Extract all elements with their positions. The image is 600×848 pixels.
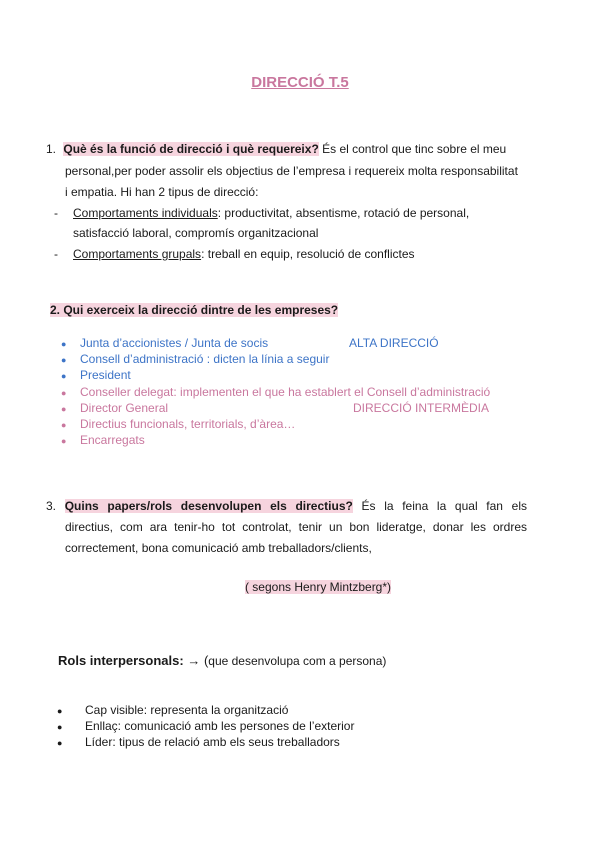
q2-bullet-2: ● <box>61 355 67 365</box>
rols-note: que desenvolupa com a persona) <box>208 654 387 668</box>
q2-item-3: President <box>80 368 131 382</box>
q2-bullet-4: ● <box>61 388 67 398</box>
q3-answer-start: És la feina la qual fan els <box>361 499 527 513</box>
q2-bullet-5: ● <box>61 404 67 414</box>
q3-source-text: ( segons Henry Mintzberg*) <box>244 580 392 594</box>
rols-item-3: Líder: tipus de relació amb els seus treballadors <box>85 735 340 749</box>
q2-bullet-1: ● <box>61 339 67 349</box>
rols-bullet-2: ● <box>57 722 63 732</box>
q2-item-2: Consell d’administració : dicten la línia a seguir <box>80 352 330 366</box>
q2-bullet-3: ● <box>61 371 67 381</box>
q1-number: 1. <box>46 142 57 156</box>
q3-source <box>0 580 600 594</box>
q2-item-6: Directius funcionals, territorials, d’àrea… <box>80 417 296 431</box>
q2-item-5: Director General <box>80 401 169 415</box>
q2-item-7: Encarregats <box>80 433 145 447</box>
q1-line2: personal,per poder assolir els objectius de l’empresa i requereix molta responsabilitat <box>65 164 518 178</box>
q3-line2: directius, com ara tenir-ho tot controlat, tenir un bon lideratge, donar les ordres <box>65 520 527 534</box>
q3-line3: correctement, bona comunicació amb treballadors/clients, <box>65 541 372 555</box>
q3-number: 3. <box>46 499 57 513</box>
rols-heading-text: Rols interpersonals: <box>58 653 184 668</box>
q2-bullet-6: ● <box>61 420 67 430</box>
q2-item-4: Conseller delegat: implementen el que ha establert el Consell d’administració <box>80 385 491 399</box>
page-title: DIRECCIÓ T.5 <box>251 74 349 91</box>
q1-dash-2: - <box>54 247 58 261</box>
q1-item-1-rest: : productivitat, absentisme, rotació de personal, <box>217 206 470 220</box>
q1-line3: i empatia. Hi han 2 tipus de direcció: <box>65 185 259 199</box>
q2-bullet-7: ● <box>61 436 67 446</box>
rols-arrow: → ( <box>187 653 209 668</box>
rols-heading <box>58 653 386 668</box>
q1-question: Què és la funció de direcció i què requereix? <box>63 142 319 156</box>
q1-item-2 <box>73 247 415 261</box>
q1-item-2-rest: : treball en equip, resolució de conflictes <box>201 247 415 261</box>
q1-item-1 <box>73 206 469 220</box>
q1-item-2-term: Comportaments grupals <box>73 247 202 261</box>
q2-heading-text: 2. Qui exerceix la direcció dintre de les empreses? <box>50 303 339 317</box>
q1-item-1-term: Comportaments individuals <box>73 206 218 220</box>
direccio-intermedia-label: DIRECCIÓ INTERMÈDIA <box>353 401 490 415</box>
rols-item-1: Cap visible: representa la organització <box>85 703 289 717</box>
q2-item-1: Junta d’accionistes / Junta de socis <box>80 336 269 350</box>
alta-direccio-label: ALTA DIRECCIÓ <box>349 336 439 350</box>
q3-line1 <box>46 499 527 513</box>
rols-bullet-3: ● <box>57 738 63 748</box>
q2-heading <box>50 303 338 317</box>
rols-bullet-1: ● <box>57 706 63 716</box>
q1-line1 <box>46 142 506 156</box>
q1-item-1-cont: satisfacció laboral, compromís organitzacional <box>73 226 319 240</box>
q1-dash-1: - <box>54 206 58 220</box>
rols-item-2: Enllaç: comunicació amb les persones de l’exterior <box>85 719 355 733</box>
q1-answer-start: És el control que tinc sobre el meu <box>322 142 507 156</box>
q3-question: Quins papers/rols desenvolupen els directius? <box>64 499 353 513</box>
